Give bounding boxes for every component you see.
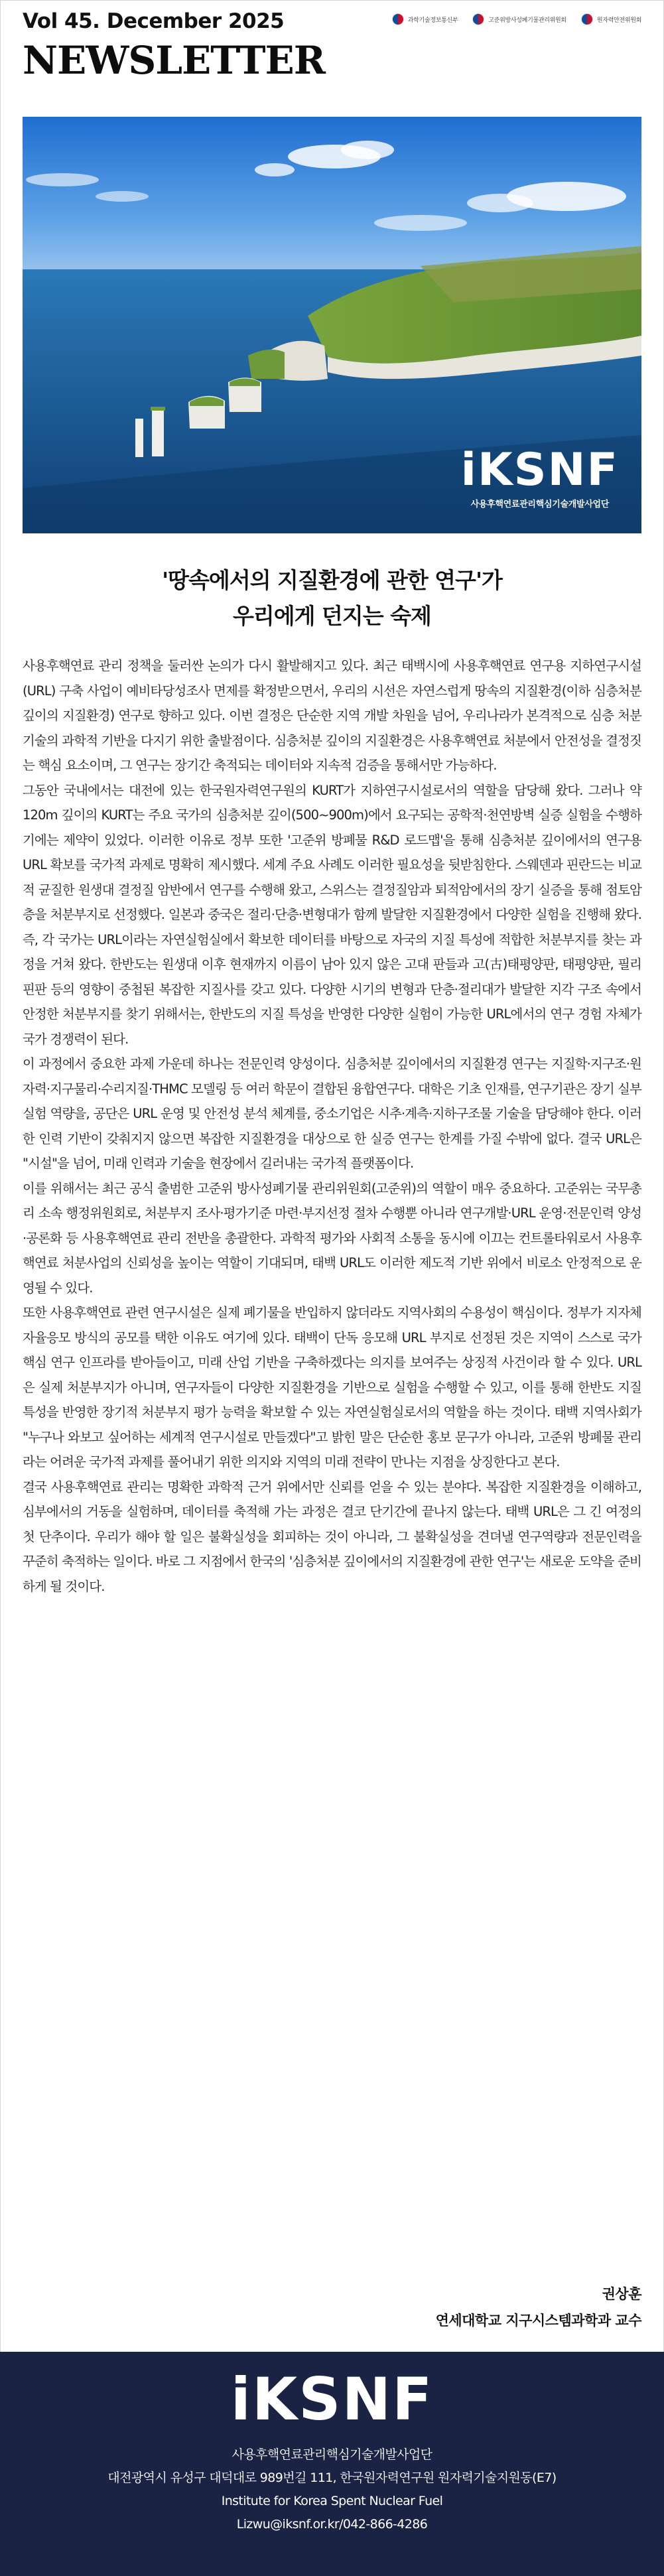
org-hlw-committee[interactable] [472,13,566,25]
paragraph: 그동안 국내에서는 대전에 있는 한국원자력연구원의 KURT가 지하연구시설로서의 역할을 담당해 왔다. 그러나 약 120m 깊이의 KURT는 주요 국가의 심층처분 깊이(500~900m)에서 요구되는 공학적·천연방벽 실증 실험을 수행하기에는 제약이 있었다. 이러한 이유로 정부 또한 '고준위 방폐물 R&D 로드맵'을 통해 심층처분 깊이에서의 연구용 URL 확보를 국가적 과제로 명확히 제시했다. 세계 주요 사례도 이러한 필요성을 뒷받침한다. 스웨덴과 핀란드는 비교적 균질한 원생대 결정질 암반에서 연구를 수행해 왔고, 스위스는 결정질암과 퇴적암에서의 장기 실증을 통해 점토암층을 처분부지로 선정했다. 일본과 중국은 절리·단층·변형대가 함께 발달한 지질환경에서 다양한 실험을 진행해 왔다. 즉, 각 국가는 URL이라는 자연실험실에서 확보한 데이터를 바탕으로 자국의 지질 특성에 적합한 처분부지를 찾는 과정을 거쳐 왔다. 한반도는 원생대 이후 현재까지 이름이 남아 있지 않은 고대 판들과 고(古)태평양판, 태평양판, 필리핀판 등의 영향이 중첩된 복잡한 지질사를 갖고 있다. 다양한 시기의 변형과 단층·절리대가 발달한 지각 구조 속에서 안정한 처분부지를 찾기 위해서는, 한반도의 지질 특성을 반영한 다양한 실험이 가능한 URL에서의 연구 경험 자체가 국가 경쟁력이 된다. [23,782,641,1047]
newsletter-title: NEWSLETTER [23,38,325,83]
org-logos [392,13,641,25]
footer-org-en: Institute for Korea Spent Nuclear Fuel [221,2494,443,2508]
article-title-line: 우리에게 던지는 숙제 [233,603,431,629]
article-body [23,653,641,1599]
org-msit[interactable] [392,13,458,25]
author-name: 권상훈 [602,2286,641,2302]
footer [0,2352,664,2576]
org-label: 과학기술정보통신부 [407,17,458,24]
org-nssc[interactable] [581,13,641,25]
author-affiliation: 연세대학교 지구시스템과학과 교수 [435,2313,641,2329]
taegeuk-icon [472,13,484,25]
org-label: 고준위방사성폐기물관리위원회 [488,17,566,24]
paragraph: 결국 사용후핵연료 관리는 명확한 과학적 근거 위에서만 신뢰를 얻을 수 있는 분야다. 복잡한 지질환경을 이해하고, 심부에서의 거동을 실험하며, 데이터를 축적해 가는 과정은 결코 단기간에 끝나지 않는다. 태백 URL은 그 긴 여정의 첫 단추이다. 우리가 해야 할 일은 불확실성을 회피하는 것이 아니라, 그 불확실성을 견뎌낼 연구역량과 전문인력을 꾸준히 축적하는 일이다. 바로 그 지점에서 한국의 '심층처분 깊이에서의 지질환경에 관한 연구'는 새로운 도약을 준비하게 될 것이다. [23,1479,641,1594]
author-signature [436,2281,641,2334]
paragraph: 이를 위해서는 최근 공식 출범한 고준위 방사성폐기물 관리위원회(고준위)의 역할이 매우 중요하다. 고준위는 국무총리 소속 행정위원회로, 처분부지 조사·평가기준 마련·부지선정 절차 수행뿐 아니라 연구개발·URL 운영·전문인력 양성·공론화 등 사용후핵연료 관리 전반을 총괄한다. 과학적 평가와 사회적 소통을 동시에 이끄는 컨트롤타워로서 사용후핵연료 처분사업의 신뢰성을 높이는 역할이 기대되며, 태백 URL도 이러한 제도적 기반 위에서 비로소 안정적으로 운영될 수 있다. [23,1180,641,1296]
taegeuk-icon [392,13,404,25]
volume-label: Vol 45. December 2025 [23,9,285,33]
paragraph: 또한 사용후핵연료 관련 연구시설은 실제 폐기물을 반입하지 않더라도 지역사회의 수용성이 핵심이다. 정부가 지자체 자율응모 방식의 공모를 택한 이유도 여기에 있다. 태백이 단독 응모해 URL 부지로 선정된 것은 지역이 스스로 국가 핵심 연구 인프라를 받아들이고, 미래 산업 기반을 구축하겠다는 의지를 보여주는 상징적 사건이라 할 수 있다. URL은 실제 처분부지가 아니며, 연구자들이 다양한 지질환경을 기반으로 실험을 수행할 수 있고, 이를 통해 한반도 지질 특성을 반영한 장기적 처분부지 평가 능력을 확보할 수 있는 자연실험실로서의 역할을 하는 것이다. 태백 지역사회가 "누구나 와보고 싶어하는 세계적 연구시설로 만들겠다"고 밝힌 말은 단순한 홍보 문구가 아니라, 고준위 방폐물 관리라는 어려운 국가적 과제를 풀어내기 위한 의지와 지역의 미래 전략이 만나는 지점을 상징한다고 본다. [23,1305,641,1469]
hero-image [23,117,641,533]
logo-wordmark: iKSNF [460,444,619,496]
iksnf-logo [460,444,619,509]
paragraph: 사용후핵연료 관리 정책을 둘러싼 논의가 다시 활발해지고 있다. 최근 태백시에 사용후핵연료 연구용 지하연구시설(URL) 구축 사업이 예비타당성조사 면제를 확정받으면서, 우리의 시선은 자연스럽게 땅속의 지질환경(이하 심층처분 깊이의 지질환경) 연구로 향하고 있다. 이번 결정은 단순한 지역 개발 차원을 넘어, 우리나라가 본격적으로 심층 처분기술의 과학적 기반을 다지기 위한 출발점이다. 심층처분 깊이의 지질환경은 사용후핵연료 처분에서 안전성을 결정짓는 핵심 요소이며, 그 연구는 장기간 축적되는 데이터와 지속적 검증을 통해서만 가능하다. [23,658,641,773]
org-label: 원자력안전위원회 [596,17,641,24]
article-title [0,563,664,634]
footer-address: 대전광역시 유성구 대덕대로 989번길 111, 한국원자력연구원 원자력기술지원동(E7) [107,2471,557,2485]
taegeuk-icon [581,13,593,25]
footer-logo: iKSNF [230,2365,434,2433]
logo-subtitle: 사용후핵연료관리핵심기술개발사업단 [470,500,610,509]
paragraph: 이 과정에서 중요한 과제 가운데 하나는 전문인력 양성이다. 심층처분 깊이에서의 지질환경 연구는 지질학·지구조·원자력·지구물리·수리지질·THMC 모델링 등 여러 학문이 결합된 융합연구다. 대학은 기초 인재를, 연구기관은 장기 실부 실험 역량을, 공단은 URL 운영 및 안전성 분석 체계를, 중소기업은 시추·계측·지하구조물 기술을 담당해야 한다. 이러한 인력 기반이 갖춰지지 않으면 복잡한 지질환경을 대상으로 한 실증 연구는 한계를 가질 수밖에 없다. 결국 URL은 "시설"을 넘어, 미래 인력과 기술을 현장에서 길러내는 국가적 플랫폼이다. [23,1056,641,1171]
footer-org: 사용후핵연료관리핵심기술개발사업단 [232,2447,432,2462]
footer-contact[interactable]: Lizwu@iksnf.or.kr/042-866-4286 [236,2517,428,2532]
article-title-line: '땅속에서의 지질환경에 관한 연구'가 [162,567,502,593]
